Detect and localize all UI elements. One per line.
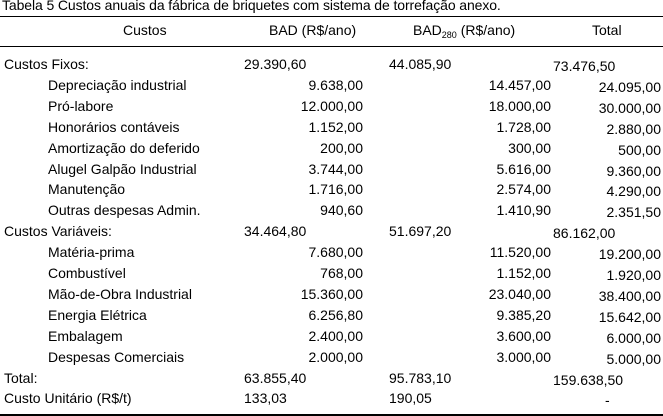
row-bad-value: 15.360,00 [300,286,363,302]
row-bad-value: 1.152,00 [308,119,363,135]
row-bad-value: 2.000,00 [308,349,363,365]
row-bad280-value: 1.152,00 [496,265,551,281]
row-label: Embalagem [48,328,123,344]
row-total-value: 24.095,00 [598,79,661,95]
row-total-value: 19.200,00 [598,246,661,262]
group-total-total: 159.638,50 [553,372,624,388]
row-bad280-value: 18.000,00 [488,98,551,114]
row-label: Manutenção [48,181,126,197]
row-total-value: 500,00 [618,142,661,158]
row-label: Matéria-prima [48,244,135,260]
row-bad-value: 1.716,00 [308,181,363,197]
group-total-variaveis: 86.162,00 [553,225,616,241]
row-total-value: 5.000,00 [606,351,661,367]
row-bad280-value: 23.040,00 [488,286,551,302]
row-label: Combustível [48,265,126,281]
row-label: Outras despesas Admin. [48,202,201,218]
row-bad-value: 200,00 [320,140,363,156]
row-bad-value: 2.400,00 [308,328,363,344]
group-bad280-variaveis: 51.697,20 [389,223,452,239]
row-label: Energia Elétrica [48,307,147,323]
header-bad280-suffix: (R$/ano) [456,22,516,38]
row-label: Depreciação industrial [48,77,187,93]
row-bad280-value: 2.574,00 [496,181,551,197]
row-bad280-value: 14.457,00 [488,77,551,93]
row-bad280-value: 3.600,00 [496,328,551,344]
row-label: Honorários contáveis [48,119,180,135]
row-bad-value: 768,00 [320,265,363,281]
row-bad-value: 9.638,00 [308,77,363,93]
table-caption: Tabela 5 Custos anuais da fábrica de briquetes com sistema de torrefação anexo. [2,0,501,13]
group-total-fixos: 73.476,50 [553,58,616,74]
header-bad: BAD (R$/ano) [269,22,357,38]
group-bad-variaveis: 34.464,80 [244,223,307,239]
row-bad-value: 3.744,00 [308,161,363,177]
row-total-value: 2.351,50 [606,204,661,220]
row-bad280-value: 11.520,00 [489,244,551,260]
row-bad-value: 940,60 [320,202,363,218]
group-bad280-fixos: 44.085,90 [389,56,452,72]
group-total-unitario: - [605,392,610,408]
row-bad280-value: 5.616,00 [496,161,551,177]
row-total-value: 1.920,00 [606,267,661,283]
header-bad280-prefix: BAD [413,22,442,38]
row-label: Pró-labore [48,98,114,114]
row-total-value: 9.360,00 [606,163,661,179]
header-total: Total [592,22,622,38]
header-custos: Custos [123,22,167,38]
row-label: Amortização do deferido [48,140,200,156]
group-label-total: Total: [4,370,38,386]
row-bad280-value: 9.385,20 [496,307,551,323]
group-bad-unitario: 133,03 [244,390,287,406]
header-bad280 [413,22,515,39]
top-rule [0,16,663,17]
row-total-value: 30.000,00 [598,100,661,116]
group-label-fixos: Custos Fixos: [4,56,89,72]
group-bad-fixos: 29.390,60 [244,56,307,72]
row-bad-value: 6.256,80 [308,307,363,323]
row-label: Alugel Galpão Industrial [48,161,197,177]
row-bad280-value: 300,00 [508,140,551,156]
row-total-value: 6.000,00 [606,330,661,346]
row-total-value: 4.290,00 [606,183,661,199]
row-label: Mão-de-Obra Industrial [48,286,192,302]
header-rule [0,46,663,47]
header-bad280-sub: 280 [441,30,457,40]
row-bad280-value: 1.728,00 [496,119,551,135]
row-bad280-value: 1.410,90 [496,202,551,218]
row-total-value: 15.642,00 [598,309,661,325]
group-label-unitario: Custo Unitário (R$/t) [4,390,132,406]
group-bad280-unitario: 190,05 [389,390,432,406]
group-label-variaveis: Custos Variáveis: [4,223,112,239]
row-bad280-value: 3.000,00 [496,349,551,365]
row-label: Despesas Comerciais [48,349,185,365]
group-bad-total: 63.855,40 [244,370,307,386]
row-total-value: 38.400,00 [598,288,661,304]
row-bad-value: 7.680,00 [308,244,363,260]
row-bad-value: 12.000,00 [300,98,363,114]
group-bad280-total: 95.783,10 [389,370,452,386]
row-total-value: 2.880,00 [606,121,661,137]
